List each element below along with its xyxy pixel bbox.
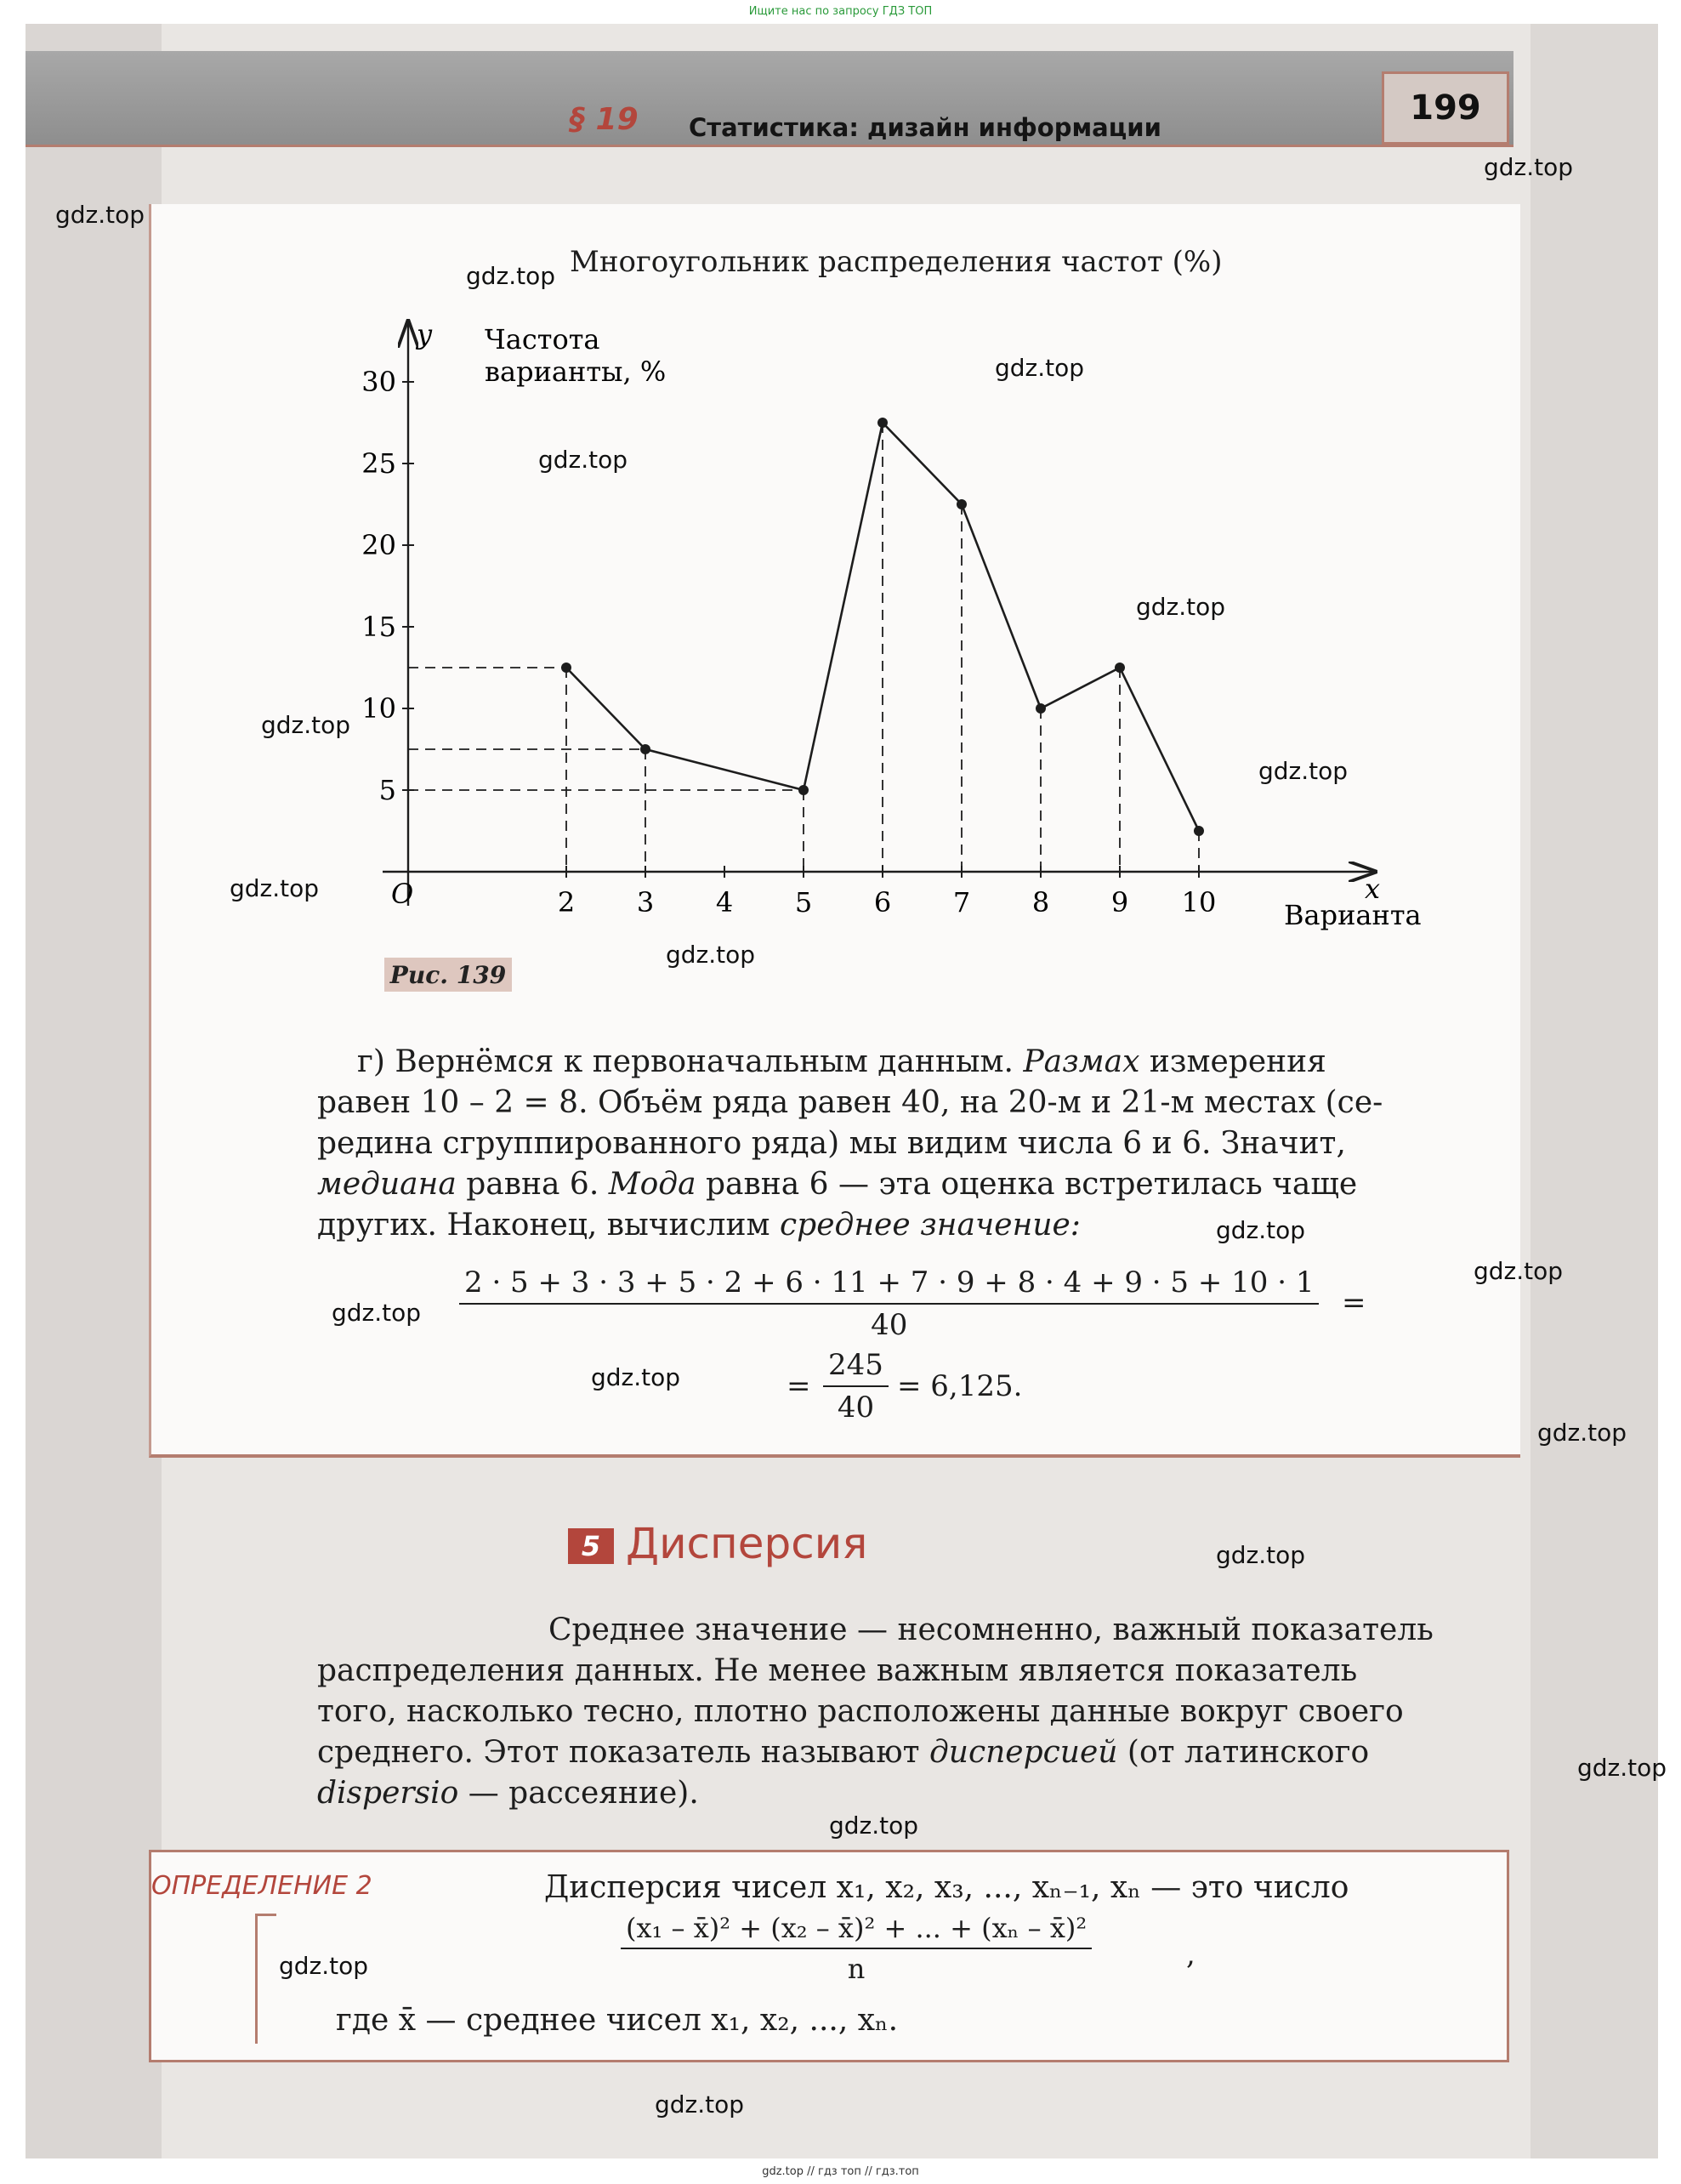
- para-disp-line-2: распределения данных. Не менее важным является показатель: [317, 1653, 1358, 1688]
- watermark: gdz.top: [591, 1363, 681, 1391]
- x-tick-label: 10: [1181, 886, 1217, 919]
- data-point: [1036, 703, 1046, 714]
- watermark: gdz.top: [466, 262, 556, 290]
- para-g-text: других. Наконец, вычислим: [317, 1208, 780, 1243]
- watermark: gdz.top: [1474, 1257, 1564, 1285]
- top-note: Ищите нас по запросу ГДЗ ТОП: [748, 5, 933, 18]
- watermark: gdz.top: [55, 201, 145, 229]
- definition-line-3: где x̄ — среднее чисел x₁, x₂, ..., xₙ.: [336, 2003, 899, 2038]
- y-axis-label-2: варианты, %: [485, 355, 667, 388]
- para-g-line-2: равен 10 – 2 = 8. Объём ряда равен 40, на 20-м и 21-м местах (се-: [317, 1085, 1383, 1120]
- mean-denominator: 40: [871, 1308, 908, 1342]
- data-point: [798, 785, 809, 795]
- result-denominator: 40: [837, 1391, 875, 1425]
- term-range: Размах: [1023, 1044, 1140, 1079]
- definition-numerator: (x₁ – x̄)² + (x₂ – x̄)² + ... + (xₙ – x̄)²: [621, 1912, 1092, 1949]
- chart-title: Многоугольник распределения частот (%): [570, 245, 1223, 279]
- mean-fraction: [459, 1265, 1319, 1342]
- data-point: [1115, 663, 1125, 673]
- watermark: gdz.top: [261, 711, 351, 739]
- origin-label: O: [391, 878, 414, 910]
- y-axis-label: Частота: [485, 323, 600, 355]
- term-mode: Мода: [608, 1167, 696, 1202]
- x-tick-label: 5: [794, 886, 813, 919]
- data-point: [1194, 826, 1204, 836]
- y-axis-letter: y: [417, 318, 433, 350]
- watermark: gdz.top: [332, 1299, 422, 1327]
- watermark: gdz.top: [1537, 1419, 1627, 1447]
- result-fraction: [823, 1348, 889, 1425]
- definition-denominator: n: [847, 1953, 866, 1985]
- definition-line-1: Дисперсия чисел x₁, x₂, x₃, ..., xₙ₋₁, xₙ — это число: [544, 1870, 1349, 1905]
- para-disp-line-4: [317, 1732, 1369, 1773]
- term-dispersio: dispersio: [317, 1776, 459, 1811]
- definition-fraction: [621, 1912, 1092, 1985]
- frequency-polygon-chart: [361, 315, 1428, 931]
- para-disp-text: — рассеяние).: [458, 1776, 699, 1811]
- watermark: gdz.top: [655, 2090, 745, 2119]
- para-g-text: равна 6 — эта оценка встретилась чаще: [696, 1167, 1358, 1202]
- watermark: gdz.top: [995, 354, 1085, 382]
- watermark: gdz.top: [666, 941, 756, 969]
- para-disp-line-1: Среднее значение — несомненно, важный показатель: [548, 1612, 1434, 1647]
- definition-comma: ,: [1186, 1937, 1195, 1971]
- x-tick-label: 6: [873, 886, 892, 919]
- x-tick-label: 2: [557, 886, 576, 919]
- term-dispersion: дисперсией: [929, 1735, 1118, 1770]
- para-g-text: измерения: [1139, 1044, 1326, 1079]
- para-disp-text: среднего. Этот показатель называют: [317, 1735, 929, 1770]
- figure-caption: Рис. 139: [384, 958, 512, 992]
- data-point: [561, 663, 571, 673]
- x-tick-label: 4: [715, 886, 734, 919]
- mean-numerator: 2 · 5 + 3 · 3 + 5 · 2 + 6 · 11 + 7 · 9 + 8 · 4 + 9 · 5 + 10 · 1: [459, 1265, 1319, 1305]
- x-tick-label: 3: [636, 886, 655, 919]
- para-disp-text: (от латинского: [1117, 1735, 1370, 1770]
- section-number: § 19: [570, 102, 639, 137]
- watermark: gdz.top: [279, 1952, 369, 1980]
- y-tick-label: 5: [378, 774, 396, 806]
- para-g-text: г) Вернёмся к первоначальным данным.: [357, 1044, 1024, 1079]
- para-g-line-5: [317, 1205, 1081, 1246]
- watermark: gdz.top: [230, 874, 320, 902]
- y-tick-label: 30: [361, 366, 396, 398]
- para-disp-line-3: того, насколько тесно, плотно расположены данные вокруг своего: [317, 1694, 1404, 1729]
- page-number: 199: [1382, 71, 1509, 145]
- watermark: gdz.top: [1136, 593, 1226, 621]
- para-disp-line-5: [317, 1773, 699, 1814]
- result-value: = 6,125.: [897, 1369, 1023, 1403]
- x-axis-label: Варианта: [1284, 899, 1422, 931]
- result-equals: =: [787, 1369, 811, 1403]
- watermark: gdz.top: [1577, 1754, 1667, 1782]
- watermark: gdz.top: [829, 1811, 919, 1840]
- section-5-badge: 5: [568, 1528, 614, 1564]
- x-tick-label: 8: [1031, 886, 1050, 919]
- para-g-line-4: [317, 1164, 1357, 1205]
- term-mean: среднее значение:: [780, 1208, 1081, 1243]
- watermark: gdz.top: [538, 446, 628, 474]
- mean-equals: =: [1342, 1286, 1366, 1320]
- x-tick-label: 7: [952, 886, 971, 919]
- page-right-margin: [1531, 24, 1658, 2158]
- definition-label: ОПРЕДЕЛЕНИЕ 2: [151, 1871, 372, 1901]
- data-point: [640, 744, 650, 754]
- x-tick-label: 9: [1110, 886, 1129, 919]
- para-g-line-1: [357, 1042, 1326, 1083]
- y-tick-label: 20: [361, 529, 396, 561]
- watermark: gdz.top: [1216, 1216, 1306, 1244]
- data-point: [957, 499, 967, 509]
- watermark: gdz.top: [1216, 1541, 1306, 1569]
- y-tick-label: 15: [361, 611, 396, 643]
- term-median: медиана: [317, 1167, 457, 1202]
- watermark: gdz.top: [1258, 757, 1349, 785]
- page-left-margin: [26, 24, 162, 2158]
- para-g-line-3: редина сгруппированного ряда) мы видим числа 6 и 6. Значит,: [317, 1126, 1346, 1161]
- watermark: gdz.top: [1484, 153, 1574, 181]
- result-numerator: 245: [823, 1348, 889, 1387]
- section-title: Статистика: дизайн информации: [689, 113, 1161, 142]
- section-5-title: Дисперсия: [626, 1519, 868, 1568]
- y-tick-label: 25: [361, 447, 396, 480]
- definition-corner-mark: [255, 1914, 276, 2044]
- para-g-text: равна 6.: [456, 1167, 609, 1202]
- y-tick-label: 10: [361, 692, 396, 725]
- data-point: [877, 418, 888, 428]
- bottom-note: gdz.top // гдз топ // гдз.топ: [762, 2165, 919, 2178]
- x-axis-letter: x: [1365, 873, 1381, 905]
